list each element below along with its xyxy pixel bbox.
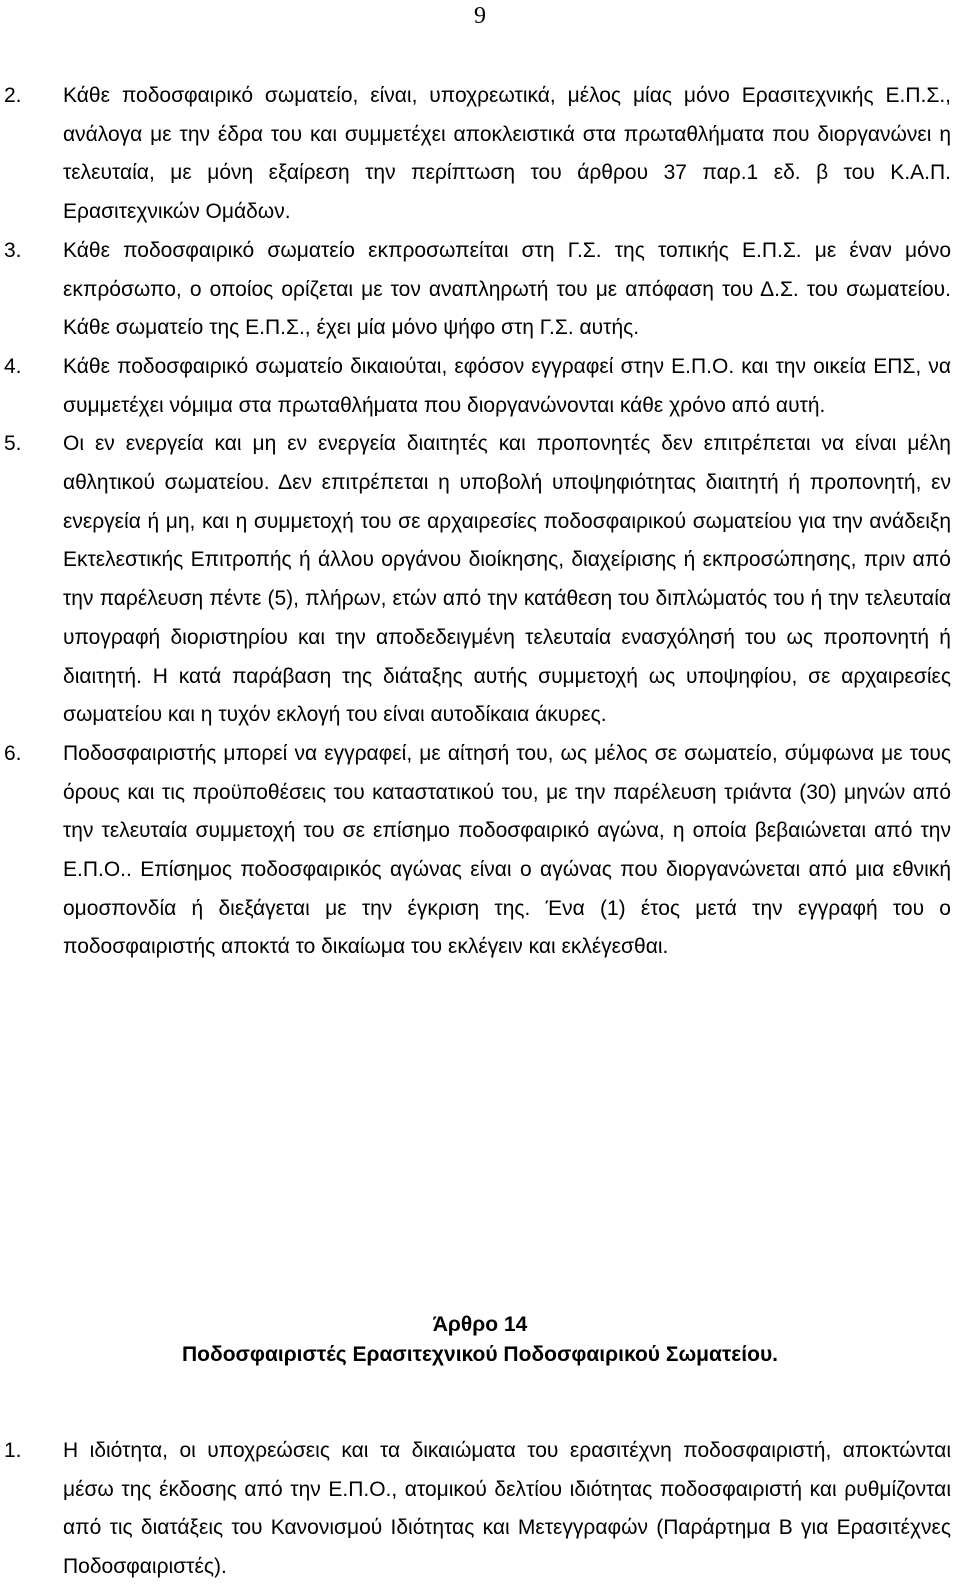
- article-heading: [0, 1310, 960, 1370]
- list-item: [0, 425, 960, 735]
- item-text: Η ιδιότητα, οι υποχρεώσεις και τα δικαιώματα του ερασιτέχνη ποδοσφαιριστή, αποκτώνται μέσω της έκδοσης από την Ε.Π.Ο., ατομικού δελτίου ιδιότητας ποδοσφαιριστή και ρυθμίζονται από τις διατάξεις του Κανονισμού Ιδιότητας και Μετεγγραφών (Παράρτημα Β για Ερασιτέχνες Ποδοσφαιριστές).: [63, 1439, 951, 1579]
- item-number: 6.: [4, 741, 22, 765]
- item-text: Ποδοσφαιριστής μπορεί να εγγραφεί, με αίτησή του, ως μέλος σε σωματείο, σύμφωνα με τους όρους και τις προϋποθέσεις του καταστατικού του, με την παρέλευση τριάντα (30) μηνών από την τελευταία συμμετοχή του σε επίσημο ποδοσφαιρικό αγώνα, η οποία βεβαιώνεται από την Ε.Π.Ο.. Επίσημος ποδοσφαιρικός αγώνας είναι ο αγώνας που διοργανώνεται από μια εθνική ομοσπονδία ή διεξάγεται με την έγκριση της. Ένα (1) έτος μετά την εγγραφή του ο ποδοσφαιριστής αποκτά το δικαίωμα του εκλέγειν και εκλέγεσθαι.: [63, 741, 951, 959]
- list-item: [0, 735, 960, 967]
- list-item: [0, 77, 960, 232]
- list-item: [0, 348, 960, 425]
- list-item: [0, 232, 960, 348]
- item-number: 2.: [4, 84, 22, 107]
- item-text: Κάθε ποδοσφαιρικό σωματείο εκπροσωπείται στη Γ.Σ. της τοπικής Ε.Π.Σ. με έναν μόνο εκπρόσωπο, ο οποίος ορίζεται με τον αναπληρωτή του με απόφαση του Δ.Σ. του σωματείου. Κάθε σωματείο της Ε.Π.Σ., έχει μία μόνο ψήφο στη Γ.Σ. αυτής.: [63, 238, 951, 340]
- item-number: 5.: [4, 432, 22, 456]
- item-number: 3.: [4, 238, 22, 262]
- item-text: Κάθε ποδοσφαιρικό σωματείο δικαιούται, εφόσον εγγραφεί στην Ε.Π.Ο. και την οικεία ΕΠΣ, να συμμετέχει νόμιμα στα πρωταθλήματα που διοργανώνονται κάθε χρόνο από αυτή.: [63, 354, 951, 417]
- article-14-items: [0, 1432, 960, 1587]
- list-item: [0, 1432, 960, 1587]
- article-13-items: [0, 77, 960, 967]
- item-number: 4.: [4, 354, 22, 378]
- article-title: Άρθρο 14: [432, 1313, 528, 1336]
- page-number: 9: [474, 3, 486, 29]
- article-subtitle: Ποδοσφαιριστές Ερασιτεχνικού Ποδοσφαιρικού Σωματείου.: [182, 1343, 778, 1366]
- item-text: Οι εν ενεργεία και μη εν ενεργεία διαιτητές και προπονητές δεν επιτρέπεται να είναι μέλη αθλητικού σωματείου. Δεν επιτρέπεται η υποβολή υποψηφιότητας διαιτητή ή προπονητή, εν ενεργεία ή μη, και η συμμετοχή του σε αρχαιρεσίες ποδοσφαιρικού σωματείου για την ανάδειξη Εκτελεστικής Επιτροπής ή άλλου οργάνου διοίκησης, διαχείρισης ή εκπροσώπησης, πριν από την παρέλευση πέντε (5), πλήρων, ετών από την κατάθεση του διπλώματός του ή την τελευταία υπογραφή διοριστηρίου και την αποδεδειγμένη τελευταία ενασχόλησή του ως προπονητή ή διαιτητή. Η κατά παράβαση της διάταξης αυτής συμμετοχή ως υποψηφίου, σε αρχαιρεσίες σωματείου και η τυχόν εκλογή του είναι αυτοδίκαια άκυρες.: [63, 432, 951, 727]
- item-number: 1.: [4, 1439, 22, 1462]
- item-text: Κάθε ποδοσφαιρικό σωματείο, είναι, υποχρεωτικά, μέλος μίας μόνο Ερασιτεχνικής Ε.Π.Σ., ανάλογα με την έδρα του και συμμετέχει αποκλειστικά στα πρωταθλήματα που διοργανώνει η τελευταία, με μόνη εξαίρεση την περίπτωση του άρθρου 37 παρ.1 εδ. β του Κ.Α.Π. Ερασιτεχνικών Ομάδων.: [63, 84, 951, 224]
